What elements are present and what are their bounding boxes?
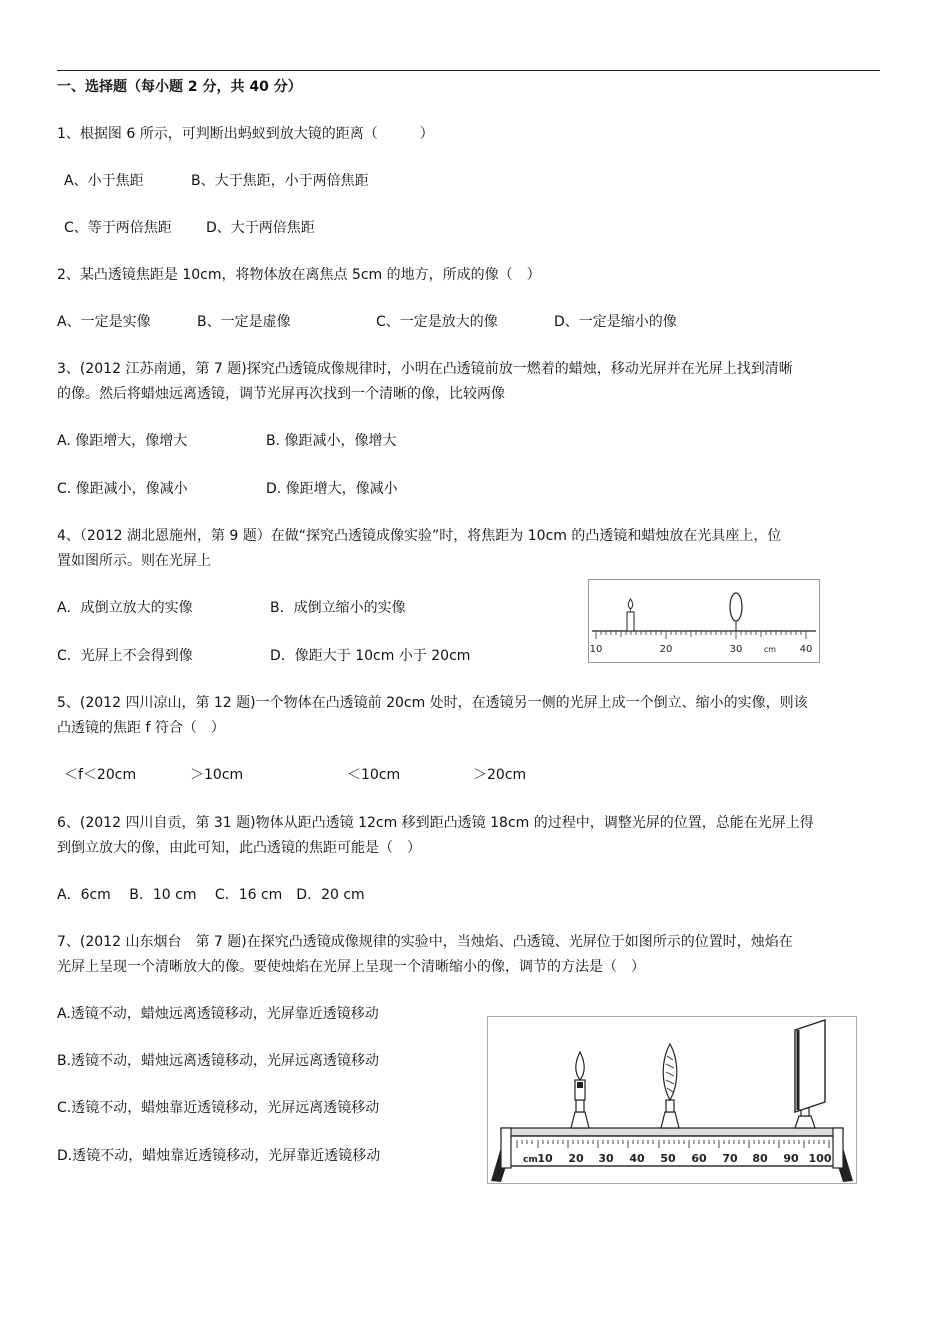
q4-tick-30: 30 bbox=[729, 644, 743, 655]
q7-tick-90: 90 bbox=[783, 1152, 799, 1165]
q4-option-c: C．光屏上不会得到像 bbox=[57, 648, 193, 664]
q7-optical-bench-figure bbox=[487, 1016, 857, 1184]
q7-tick-30: 30 bbox=[598, 1152, 614, 1165]
q6-options: A．6cm B．10 cm C．16 cm D．20 cm bbox=[57, 887, 365, 903]
q5-stem-line1: 5、(2012 四川凉山，第 12 题)一个物体在凸透镜前 20cm 处时，在透镜另一侧的光屏上成一个倒立、缩小的实像，则该 bbox=[57, 695, 808, 711]
q4-tick-40: 40 bbox=[799, 644, 813, 655]
q7-option-a: A.透镜不动，蜡烛远离透镜移动，光屏靠近透镜移动 bbox=[57, 1006, 379, 1022]
section-title: 一、选择题（每小题 2 分，共 40 分） bbox=[57, 79, 302, 95]
q4-tick-20: 20 bbox=[659, 644, 673, 655]
q1-option-a: A、小于焦距 bbox=[64, 173, 144, 189]
q4-optical-bench-figure bbox=[588, 579, 820, 663]
q6-stem-line2: 到倒立放大的像，由此可知，此凸透镜的焦距可能是（ ） bbox=[57, 840, 421, 856]
q7-tick-40: 40 bbox=[629, 1152, 645, 1165]
q7-tick-50: 50 bbox=[660, 1152, 676, 1165]
q7-option-c: C.透镜不动，蜡烛靠近透镜移动，光屏远离透镜移动 bbox=[57, 1100, 380, 1116]
q1-option-c: C、等于两倍焦距 bbox=[64, 220, 172, 236]
q5-option-b: ＞10cm bbox=[190, 767, 244, 783]
q7-tick-60: 60 bbox=[691, 1152, 707, 1165]
q1-stem: 1、根据图 6 所示，可判断出蚂蚁到放大镜的距离（ ） bbox=[57, 126, 434, 142]
q3-stem-line2: 的像。然后将蜡烛远离透镜，调节光屏再次找到一个清晰的像，比较两像 bbox=[57, 386, 505, 402]
q1-option-d: D、大于两倍焦距 bbox=[206, 220, 315, 236]
q1-option-b: B、大于焦距，小于两倍焦距 bbox=[191, 173, 369, 189]
q3-option-d: D. 像距增大，像减小 bbox=[266, 481, 398, 497]
q7-stem-line2: 光屏上呈现一个清晰放大的像。要使烛焰在光屏上呈现一个清晰缩小的像，调节的方法是（ ） bbox=[57, 959, 645, 975]
q2-stem: 2、某凸透镜焦距是 10cm，将物体放在离焦点 5cm 的地方，所成的像（ ） bbox=[57, 267, 541, 283]
q7-option-b: B.透镜不动，蜡烛远离透镜移动，光屏远离透镜移动 bbox=[57, 1053, 380, 1069]
q4-unit-label: cm bbox=[763, 645, 777, 654]
q7-tick-100: 100 bbox=[808, 1152, 832, 1165]
q4-option-d: D．像距大于 10cm 小于 20cm bbox=[270, 648, 471, 664]
q4-tick-10: 10 bbox=[589, 644, 603, 655]
q3-option-a: A. 像距增大，像增大 bbox=[57, 433, 188, 449]
q7-option-d: D.透镜不动，蜡烛靠近透镜移动，光屏靠近透镜移动 bbox=[57, 1148, 381, 1164]
q7-unit-label: cm bbox=[523, 1155, 538, 1165]
q3-option-c: C. 像距减小，像减小 bbox=[57, 481, 188, 497]
q3-option-b: B. 像距减小，像增大 bbox=[266, 433, 397, 449]
q3-stem-line1: 3、(2012 江苏南通，第 7 题)探究凸透镜成像规律时，小明在凸透镜前放一燃着的蜡烛，移动光屏并在光屏上找到清晰 bbox=[57, 361, 793, 377]
q2-option-d: D、一定是缩小的像 bbox=[554, 314, 677, 330]
candle-icon bbox=[627, 599, 634, 631]
q7-tick-70: 70 bbox=[722, 1152, 738, 1165]
q7-tick-80: 80 bbox=[752, 1152, 768, 1165]
q2-option-a: A、一定是实像 bbox=[57, 314, 151, 330]
q2-option-c: C、一定是放大的像 bbox=[376, 314, 498, 330]
q7-tick-20: 20 bbox=[568, 1152, 584, 1165]
q4-option-b: B．成倒立缩小的实像 bbox=[270, 600, 406, 616]
q5-option-c: ＜10cm bbox=[347, 767, 401, 783]
q6-stem-line1: 6、(2012 四川自贡，第 31 题)物体从距凸透镜 12cm 移到距凸透镜 18cm 的过程中，调整光屏的位置，总能在光屏上得 bbox=[57, 815, 814, 831]
q5-option-d: ＞20cm bbox=[473, 767, 527, 783]
q4-stem-line1: 4、（2012 湖北恩施州，第 9 题）在做“探究凸透镜成像实验”时，将焦距为 10cm 的凸透镜和蜡烛放在光具座上，位 bbox=[57, 528, 782, 544]
q2-option-b: B、一定是虚像 bbox=[197, 314, 291, 330]
q7-stem-line1: 7、(2012 山东烟台 第 7 题)在探究凸透镜成像规律的实验中，当烛焰、凸透镜、光屏位于如图所示的位置时，烛焰在 bbox=[57, 934, 793, 950]
q5-stem-line2: 凸透镜的焦距 f 符合（ ） bbox=[57, 720, 225, 736]
q7-tick-10: 10 bbox=[537, 1152, 553, 1165]
q4-option-a: A．成倒立放大的实像 bbox=[57, 600, 193, 616]
q5-option-a: ＜f＜20cm bbox=[64, 767, 137, 783]
q4-stem-line2: 置如图所示。则在光屏上 bbox=[57, 553, 211, 569]
header-rule bbox=[57, 70, 880, 71]
